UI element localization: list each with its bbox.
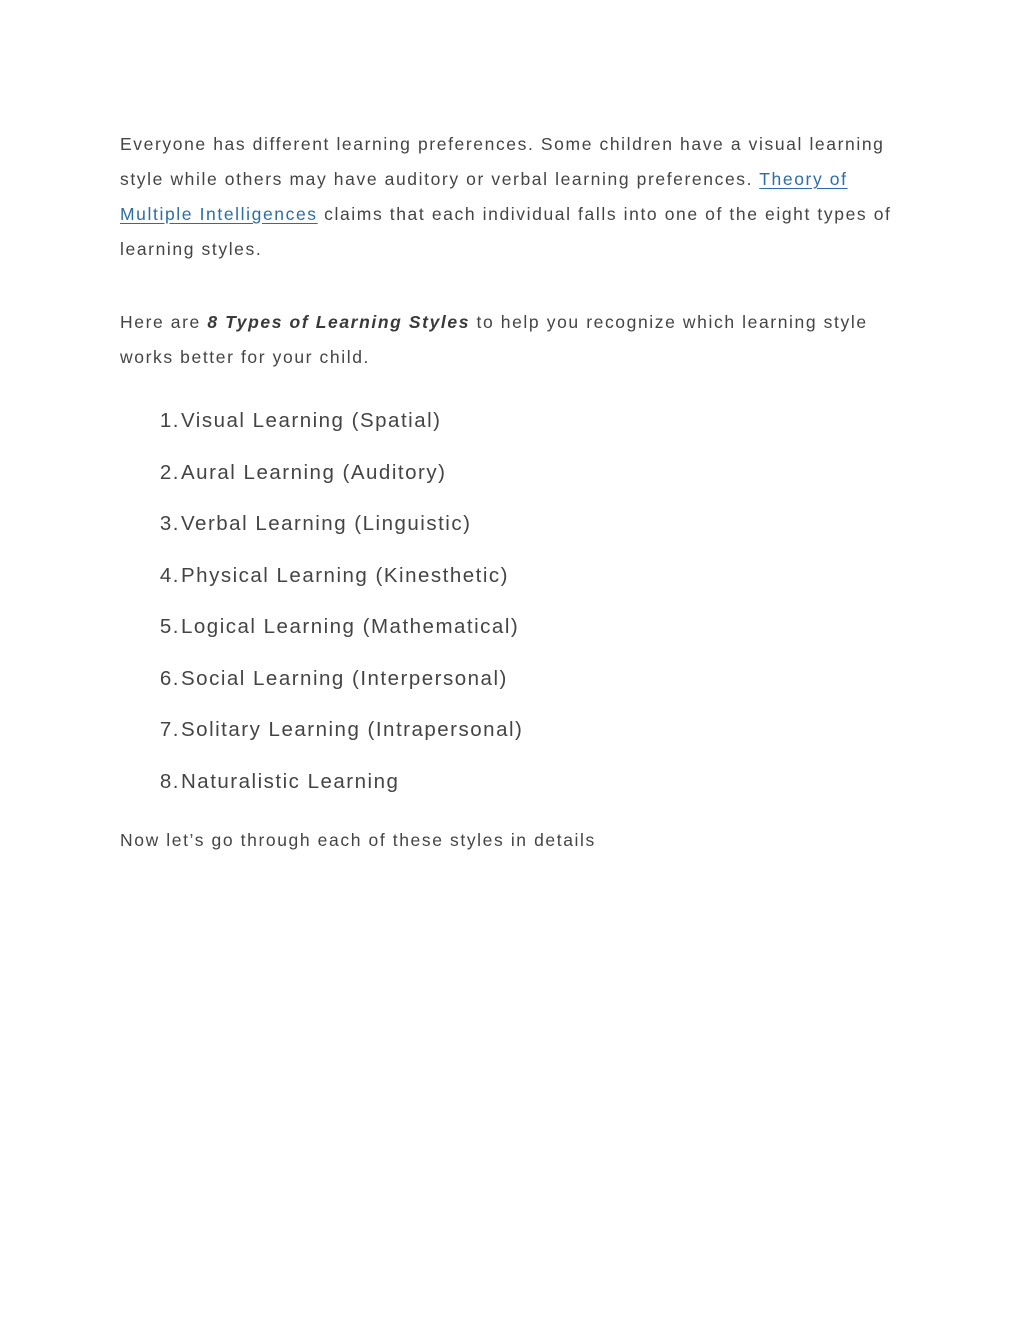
- list-item: [120, 461, 920, 513]
- list-item-number: 6.: [159, 666, 180, 690]
- list-item-number: 7.: [159, 718, 180, 741]
- list-item: [120, 615, 920, 667]
- types-heading-emphasis: 8 Types of Learning Styles: [207, 312, 471, 332]
- list-item: [120, 770, 920, 822]
- list-item-label: Aural Learning (Auditory): [181, 460, 447, 484]
- list-item-number: 3.: [159, 512, 180, 535]
- list-item-label: Naturalistic Learning: [181, 769, 400, 793]
- document-page: [120, 127, 920, 858]
- intro-paragraph: [120, 127, 920, 267]
- intro-text-end: claims that each individual falls into one of the eight types of learning styles.: [120, 204, 892, 259]
- list-item-label: Logical Learning (Mathematical): [181, 615, 520, 638]
- list-item-number: 8.: [159, 769, 180, 793]
- learning-styles-list: [120, 409, 920, 821]
- list-item-label: Verbal Learning (Linguistic): [181, 512, 472, 535]
- list-item-label: Solitary Learning (Intrapersonal): [181, 718, 524, 741]
- list-item: [120, 512, 920, 564]
- list-item-number: 2.: [159, 460, 180, 484]
- list-item-number: 1.: [159, 409, 180, 432]
- intro-text-start: Everyone has different learning preferences. Some children have a visual learning style while others may have auditory or verbal learning preferences.: [120, 134, 885, 189]
- types-intro-paragraph: [120, 305, 920, 375]
- list-item: [120, 564, 920, 616]
- list-item-label: Social Learning (Interpersonal): [181, 666, 508, 690]
- types-intro-end: to help you recognize which learning style works better for your child.: [120, 312, 868, 367]
- list-item: [120, 718, 920, 770]
- theory-of-multiple-intelligences-link[interactable]: Theory of Multiple Intelligences: [120, 169, 848, 224]
- list-item-number: 5.: [159, 615, 180, 638]
- list-item: [120, 409, 920, 461]
- list-item-number: 4.: [159, 563, 180, 587]
- list-item-label: Physical Learning (Kinesthetic): [181, 563, 509, 587]
- types-intro-start: Here are: [120, 312, 208, 332]
- list-item-label: Visual Learning (Spatial): [181, 409, 442, 432]
- list-item: [120, 667, 920, 719]
- closing-paragraph: Now let’s go through each of these styles in details: [120, 830, 596, 850]
